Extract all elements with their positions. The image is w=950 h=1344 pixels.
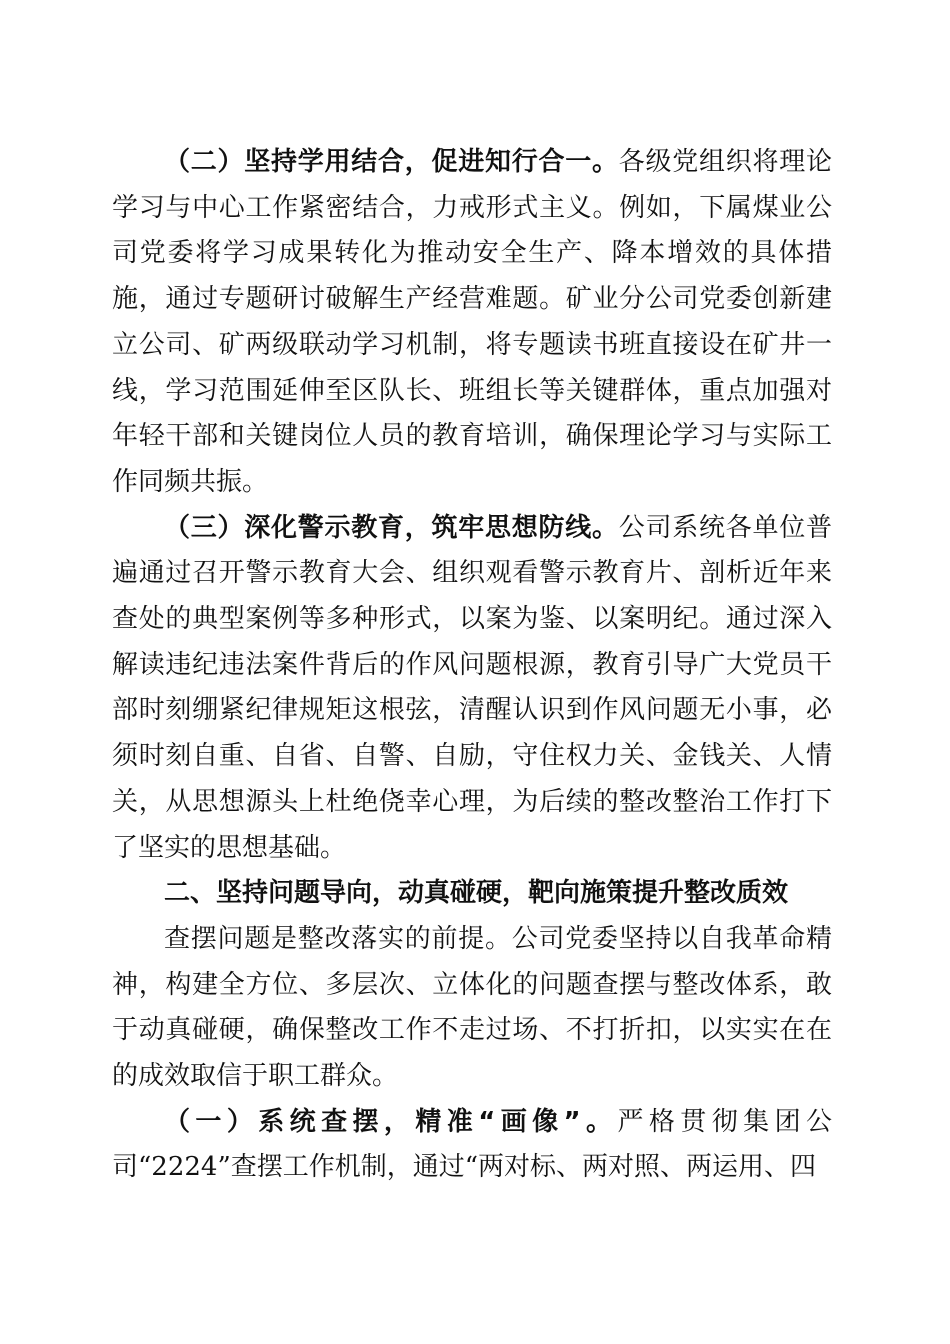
section-heading: 二、坚持问题导向，动真碰硬，靶向施策提升整改质效	[164, 878, 789, 909]
paragraph-lead: （三）深化警示教育，筑牢思想防线。	[164, 512, 619, 543]
paragraph-text: 各级党组织将理论学习与中心工作紧密结合，力戒形式主义。例如，下属煤业公司党委将学习成果转化为推动安全生产、降本增效的具体措施，通过专题研讨破解生产经营难题。矿业分公司党委创新建立公司、矿两级联动学习机制，将专题读书班直接设在矿井一线，学习范围延伸至区队长、班组长等关键群体，重点加强对年轻干部和关键岗位人员的教育培训，确保理论学习与实际工作同频共振。	[112, 147, 832, 497]
paragraph-problem-finding: 查摆问题是整改落实的前提。公司党委坚持以自我革命精神，构建全方位、多层次、立体化的问题查摆与整改体系，敢于动真碰硬，确保整改工作不走过场、不打折扣，以实实在在的成效取信于职工群众。	[112, 923, 832, 1092]
document-body	[112, 140, 832, 1191]
paragraph-systematic-review	[112, 1100, 832, 1191]
paragraph-lead: （二）坚持学用结合，促进知行合一。	[164, 147, 619, 177]
paragraph-lead: （一）系统查摆，精准“画像”。	[164, 1106, 618, 1137]
paragraph-text: 严格贯彻集团公司“2224”查摆工作机制，通过“两对标、两对照、两运用、四	[112, 1106, 832, 1183]
paragraph-warning-education	[112, 506, 832, 872]
paragraph-study-application	[112, 140, 832, 506]
paragraph-text: 公司系统各单位普遍通过召开警示教育大会、组织观看警示教育片、剖析近年来查处的典型案例等多种形式，以案为鉴、以案明纪。通过深入解读违纪违法案件背后的作风问题根源，教育引导广大党员干部时刻绷紧纪律规矩这根弦，清醒认识到作风问题无小事，必须时刻自重、自省、自警、自励，守住权力关、金钱关、人情关，从思想源头上杜绝侥幸心理，为后续的整改整治工作打下了坚实的思想基础。	[112, 512, 832, 863]
